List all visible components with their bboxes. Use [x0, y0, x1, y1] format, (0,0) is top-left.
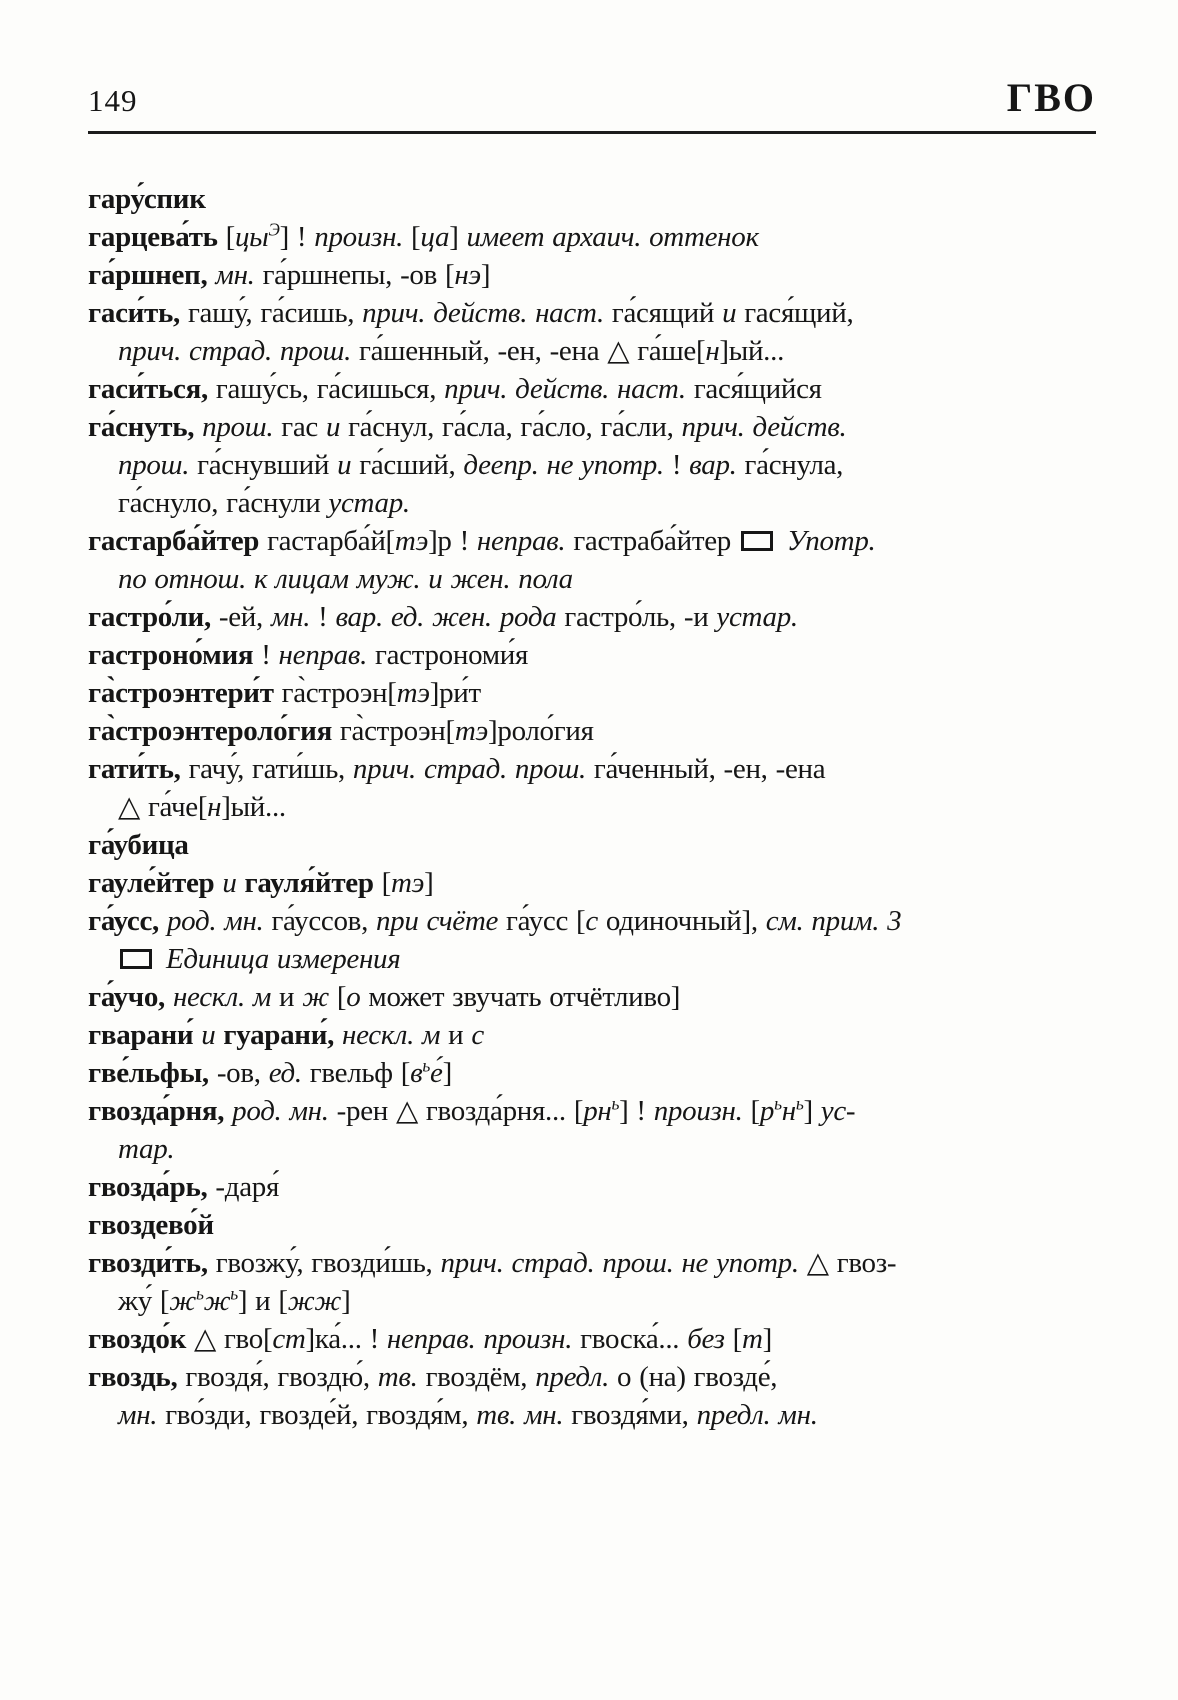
entry-text-run: ст [272, 1323, 306, 1355]
entry-text-run: га́шенный, -ен, -ена △ га́ше[ [351, 335, 706, 367]
entry-text-run: р [759, 1095, 775, 1127]
entry-text-run: ]роло́гия [488, 715, 594, 747]
entry-text-run: ж [169, 1285, 196, 1317]
dictionary-entry [88, 218, 1096, 256]
dictionary-entry [88, 902, 1096, 978]
entry-text-run: с [471, 1019, 484, 1051]
entry-text-run: произн. [314, 221, 404, 253]
entry-text-run: ь [422, 1055, 431, 1076]
entry-text-run: неправ. произн. [386, 1323, 573, 1355]
entry-text-run: и [337, 449, 352, 481]
page-number: 149 [88, 83, 138, 118]
entry-text-run: га́учо, [88, 981, 173, 1013]
dictionary-entry [88, 1092, 1096, 1168]
entry-text-run: н [781, 1095, 796, 1127]
entry-text-run: неправ. [476, 525, 566, 557]
entry-text-run: и [271, 981, 303, 1013]
usage-note-box-icon [120, 949, 152, 969]
entry-text-run: ца [420, 221, 450, 253]
entry-text-run: без [687, 1323, 725, 1355]
dictionary-entry [88, 826, 1096, 864]
entries-list [88, 180, 1096, 1434]
entry-text-run: гарцева́ть [88, 221, 226, 253]
entry-text-run: прош. [118, 449, 190, 481]
entry-text-run: жу́ [ [118, 1285, 170, 1317]
entry-text-run: гася́щий, [736, 297, 854, 329]
entry-text-run: и [222, 867, 237, 899]
entry-text-run: род. мн. [232, 1095, 329, 1127]
entry-text-run: гвоздя́ми, [563, 1399, 697, 1431]
entry-text-run: ] [449, 221, 467, 253]
entry-text-run: ] [480, 259, 491, 291]
entry-text-run: гвоздево́й [88, 1209, 214, 1241]
entry-text-run: гару́спик [88, 183, 206, 215]
entry-text-run: гаси́ться, [88, 373, 216, 405]
entry-text-run: га́ршнепы, -ов [ [254, 259, 455, 291]
entry-text-run: Э [268, 219, 280, 240]
entry-text-run: [ [381, 867, 391, 899]
dictionary-entry [88, 294, 1096, 370]
entry-text-run: прич. страд. прош. не употр. [440, 1247, 799, 1279]
entry-text-run: △ га́че[ [118, 791, 208, 823]
entry-text-run: гвозда́рня, [88, 1095, 233, 1127]
entry-text-run: о [346, 981, 361, 1013]
entry-text-run: ]ый... [719, 335, 785, 367]
entry-text-run: [ [742, 1095, 760, 1127]
entry-text-run: прич. страд. прош. [118, 335, 352, 367]
entry-text-run: ] ! [619, 1095, 654, 1127]
entry-text-run: [ [403, 221, 421, 253]
entry-text-run: гвозда́рь, [88, 1171, 216, 1203]
entry-text-run: [ [724, 1323, 743, 1355]
entry-text-run: имеет архаич. оттенок [466, 221, 759, 253]
entry-text-run: и [440, 1019, 472, 1051]
entry-text-run: тэ [394, 525, 429, 557]
entry-text-run: н [705, 335, 720, 367]
entry-text-run: нэ [454, 259, 481, 291]
entry-text-run: ] и [ [237, 1285, 288, 1317]
entry-text-run: гуарани́, [215, 1019, 343, 1051]
dictionary-entry [88, 978, 1096, 1016]
entry-text-run: [ [225, 221, 235, 253]
entry-text-run: тв. [377, 1361, 418, 1393]
entry-text-run: произн. [653, 1095, 743, 1127]
entry-text-run: нескл. м [172, 981, 272, 1013]
dictionary-entry [88, 256, 1096, 294]
entry-text-run: в [410, 1057, 423, 1089]
entry-text-run: ж [302, 981, 329, 1013]
entry-text-run: гастрономи́я [367, 639, 529, 671]
entry-text-run: гвоска́... [572, 1323, 688, 1355]
entry-text-run: △ гво[ [194, 1323, 273, 1355]
entry-text-run: га́сший, [351, 449, 464, 481]
entry-text-run: ] [424, 867, 434, 899]
entry-text-run: н [207, 791, 222, 823]
entry-text-run: прич. действ. [681, 411, 847, 443]
entry-text-run: прош. [202, 411, 274, 443]
guide-word: ГВО [1006, 75, 1096, 120]
entry-text-run: га̀строэнтери́т [88, 677, 274, 709]
dictionary-entry [88, 370, 1096, 408]
entry-text-run: ж [203, 1285, 231, 1317]
entry-text-run: гвоздём, [417, 1361, 536, 1393]
entry-text-run: деепр. не употр. [463, 449, 664, 481]
entry-text-run: прич. страд. прош. [352, 753, 586, 785]
entry-text-run: и [201, 1019, 216, 1051]
entry-text-run: гашу́, га́сишь, [187, 297, 363, 329]
dictionary-entry [88, 1206, 1096, 1244]
entry-text-run: [ [328, 981, 347, 1013]
entry-text-run: ь [195, 1283, 204, 1304]
entry-text-run: и [325, 411, 341, 443]
entry-text-run: -ов, [216, 1057, 269, 1089]
entry-text-run: предл. [535, 1361, 610, 1393]
dictionary-entry [88, 1244, 1096, 1320]
entry-text-run: ь [230, 1283, 238, 1304]
entry-text-run: мн. [270, 601, 311, 633]
entry-text-run: т [742, 1323, 763, 1355]
entry-text-run: нескл. м [342, 1019, 441, 1051]
entry-text-run: △ гвоз- [798, 1247, 897, 1279]
entry-text-run: устар. [716, 601, 798, 633]
entry-text-run: ] [341, 1285, 351, 1317]
entry-text-run: см. прим. 3 [765, 905, 902, 937]
entry-text-run: га́снул, га́сла, га́сло, га́сли, [340, 411, 682, 443]
dictionary-entry [88, 1016, 1096, 1054]
entry-text-run: с [585, 905, 598, 937]
dictionary-entry [88, 864, 1096, 902]
entry-text-run: гвоздо́к [88, 1323, 194, 1355]
entry-text-run: гачу́, гати́шь, [188, 753, 353, 785]
entry-text-run: тв. мн. [476, 1399, 564, 1431]
entry-text-run: ь [774, 1093, 782, 1114]
entry-text-run: га́убица [88, 829, 189, 861]
entry-text-run: га́ршнеп, [88, 259, 216, 291]
entry-text-run: мн. [215, 259, 255, 291]
entry-text-run: ]ый... [221, 791, 286, 823]
entry-text-run: гвозжу́, гвозди́шь, [215, 1247, 441, 1279]
entry-text-run: га̀строэнтероло́гия [88, 715, 332, 747]
entry-text-run: ! [253, 639, 279, 671]
entry-text-run: га́сящий [603, 297, 723, 329]
entry-text-run: га́снувший [189, 449, 338, 481]
entry-text-run: гвоздя́, гвоздю́, [185, 1361, 378, 1393]
dictionary-entry [88, 180, 1096, 218]
entry-text-run: га́ченный, -ен, -ена [585, 753, 826, 785]
entry-text-run: цы [234, 221, 269, 253]
entry-text-run: га́снуть, [88, 411, 203, 443]
usage-note-box-icon [741, 531, 773, 551]
entry-text-run: предл. мн. [696, 1399, 818, 1431]
entry-text-run: гастроно́мия [88, 639, 254, 671]
entry-text-run: га́снула, [736, 449, 844, 481]
entry-text-run: гастарба́й[ [267, 525, 395, 557]
page-header [88, 74, 1096, 121]
entry-text-run: гварани́ [88, 1019, 202, 1051]
entry-text-run: га́усс, [88, 905, 167, 937]
entry-text-run: га́уссов, [263, 905, 376, 937]
entry-text-run: при счёте [375, 905, 499, 937]
entry-text-run: неправ. [278, 639, 368, 671]
entry-text-run: ед. [268, 1057, 302, 1089]
entry-text-run: ] ! [279, 221, 315, 253]
entry-text-run: ь [611, 1093, 620, 1114]
dictionary-entry [88, 636, 1096, 674]
entry-text-run: ь [795, 1093, 804, 1114]
dictionary-entry [88, 712, 1096, 750]
entry-text-run: Единица измерения [158, 943, 401, 975]
entry-text-run: -рен △ гвозда́рня... [ [328, 1095, 584, 1127]
dictionary-entry [88, 750, 1096, 826]
entry-text-run: ]р ! [428, 525, 477, 557]
dictionary-entry [88, 522, 1096, 598]
entry-text-run: гво́зди, гвозде́й, гвоздя́м, [157, 1399, 477, 1431]
entry-text-run: гас [273, 411, 326, 443]
entry-text-run: га̀строэн[ [273, 677, 397, 709]
entry-text-run: Употр. [778, 525, 876, 557]
entry-text-run: вар. [689, 449, 737, 481]
entry-text-run: гвоздь, [88, 1361, 186, 1393]
entry-text-run: гве́льфы, [88, 1057, 217, 1089]
entry-text-run: гвельф [ [301, 1057, 411, 1089]
entry-text-run: гаси́ть, [88, 297, 188, 329]
dictionary-entry [88, 1358, 1096, 1434]
entry-text-run: е́ [430, 1057, 443, 1089]
entry-text-run: гастро́ль, -и [556, 601, 717, 633]
entry-text-run: ] [762, 1323, 773, 1355]
entry-text-run: прич. действ. наст. [362, 297, 604, 329]
entry-text-run: прич. действ. наст. [444, 373, 686, 405]
entry-text-run: га́снуло, га́снули [118, 487, 329, 519]
dictionary-entry [88, 598, 1096, 636]
entry-text-run: тэ [396, 677, 430, 709]
entry-text-run: гастраба́йтер [565, 525, 739, 557]
entry-text-run: гастро́ли, [88, 601, 219, 633]
entry-text-run: тар. [118, 1133, 175, 1165]
entry-text-run: рн [583, 1095, 612, 1127]
entry-text-run: род. мн. [166, 905, 264, 937]
header-rule [88, 131, 1096, 134]
entry-text-run: ! [310, 601, 336, 633]
entry-text-run: и [722, 297, 737, 329]
entry-text-run: тэ [390, 867, 425, 899]
entry-text-run: может звучать отчётливо] [360, 981, 681, 1013]
entry-text-run: ус- [820, 1095, 856, 1127]
entry-text-run: тэ [454, 715, 489, 747]
entry-text-run: гауле́йтер [88, 867, 223, 899]
entry-text-run: гастарба́йтер [88, 525, 268, 557]
entry-text-run: гати́ть, [88, 753, 189, 785]
entry-text-run: жж [287, 1285, 342, 1317]
entry-text-run: -даря́ [215, 1171, 280, 1203]
entry-text-run: ]ри́т [429, 677, 481, 709]
entry-text-run: одиночный], [597, 905, 766, 937]
entry-text-run: ] [803, 1095, 821, 1127]
dictionary-entry [88, 408, 1096, 522]
entry-text-run: -ей, [218, 601, 271, 633]
entry-text-run: мн. [118, 1399, 158, 1431]
entry-text-run: устар. [328, 487, 410, 519]
entry-text-run: гашу́сь, га́сишься, [215, 373, 445, 405]
entry-text-run: гася́щийся [685, 373, 822, 405]
entry-text-run: ]ка́... ! [305, 1323, 387, 1355]
entry-text-run: вар. ед. жен. рода [335, 601, 557, 633]
dictionary-entry [88, 674, 1096, 712]
entry-text-run: га̀строэн[ [331, 715, 455, 747]
entry-text-run: га́усс [ [498, 905, 586, 937]
entry-text-run: гауля́йтер [236, 867, 382, 899]
entry-text-run: ! [663, 449, 690, 481]
entry-text-run: о (на) гвозде́, [609, 1361, 778, 1393]
entry-text-run: по отнош. к лицам муж. и жен. пола [118, 563, 573, 595]
entry-text-run: гвозди́ть, [88, 1247, 216, 1279]
dictionary-entry [88, 1320, 1096, 1358]
dictionary-entry [88, 1168, 1096, 1206]
dictionary-entry [88, 1054, 1096, 1092]
entry-text-run: ] [442, 1057, 452, 1089]
